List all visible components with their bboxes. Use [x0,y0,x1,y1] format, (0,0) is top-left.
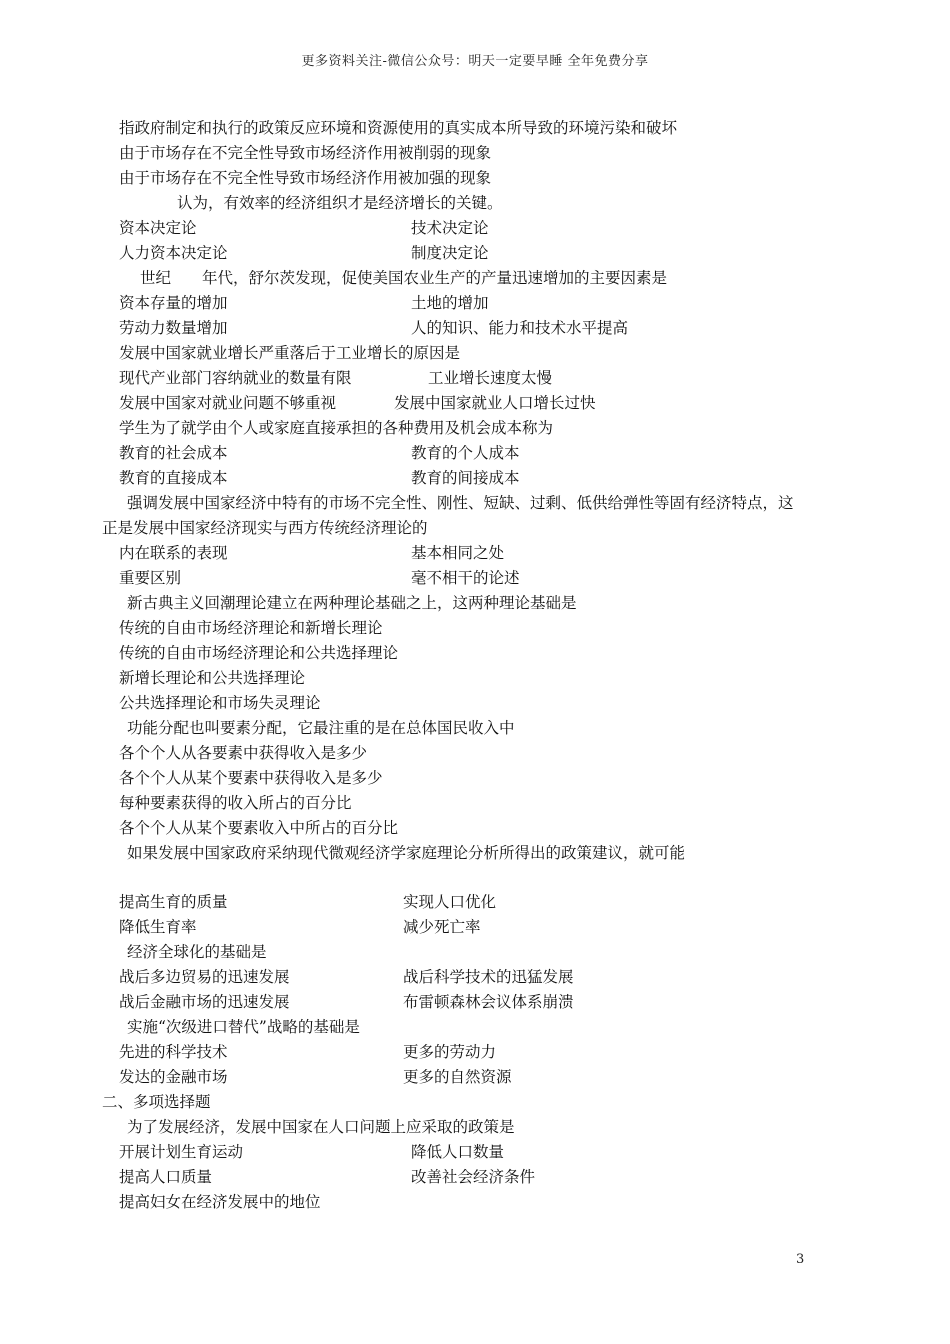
option-text: 人力资本决定论 [119,244,228,262]
option-text: 重要区别 [119,569,182,587]
question-text: 新古典主义回潮理论建立在两种理论基础之上，这两种理论基础是 [127,594,577,612]
option-text: 资本决定论 [119,219,197,237]
option-text: 更多的自然资源 [403,1068,512,1086]
option-text: 传统的自由市场经济理论和公共选择理论 [119,644,399,662]
text-line: 认为，有效率的经济组织才是经济增长的关键。 [177,194,503,212]
option-text: 现代产业部门容纳就业的数量有限 [119,369,352,387]
option-text: 制度决定论 [411,244,489,262]
option-text: 工业增长速度太慢 [428,369,553,387]
option-text: 降低生育率 [119,918,197,936]
page-header: 更多资料关注-微信公众号：明天一定要早睡 全年免费分享 [301,54,649,69]
question-text: 发展中国家就业增长严重落后于工业增长的原因是 [119,344,461,362]
option-text: 教育的个人成本 [411,444,520,462]
question-text: 世纪 年代，舒尔茨发现，促使美国农业生产的产量迅速增加的主要因素是 [140,269,668,287]
question-text: 学生为了就学由个人或家庭直接承担的各种费用及机会成本称为 [119,419,554,437]
option-text: 每种要素获得的收入所占的百分比 [119,794,352,812]
option-text: 传统的自由市场经济理论和新增长理论 [119,619,383,637]
option-text: 战后金融市场的迅速发展 [119,993,290,1011]
option-text: 提高生育的质量 [119,893,228,911]
question-text: 经济全球化的基础是 [127,943,267,961]
option-text: 发展中国家对就业问题不够重视 [119,394,337,412]
option-text: 布雷顿森林会议体系崩溃 [403,993,574,1011]
option-text: 基本相同之处 [411,544,505,562]
option-text: 各个个人从各要素中获得收入是多少 [119,744,368,762]
option-text: 教育的直接成本 [119,469,228,487]
text-line: 由于市场存在不完全性导致市场经济作用被削弱的现象 [119,144,492,162]
option-text: 公共选择理论和市场失灵理论 [119,694,321,712]
option-text: 各个个人从某个要素中获得收入是多少 [119,769,383,787]
text-line: 指政府制定和执行的政策反应环境和资源使用的真实成本所导致的环境污染和破坏 [119,119,678,137]
option-text: 战后多边贸易的迅速发展 [119,968,290,986]
option-text: 先进的科学技术 [119,1043,228,1061]
section-heading: 二、多项选择题 [102,1093,211,1111]
option-text: 内在联系的表现 [119,544,228,562]
option-text: 发展中国家就业人口增长过快 [394,394,596,412]
option-text: 土地的增加 [411,294,489,312]
option-text: 发达的金融市场 [119,1068,228,1086]
option-text: 毫不相干的论述 [411,569,520,587]
option-text: 更多的劳动力 [403,1043,497,1061]
question-text: 功能分配也叫要素分配，它最注重的是在总体国民收入中 [127,719,515,737]
option-text: 人的知识、能力和技术水平提高 [411,319,629,337]
option-text: 劳动力数量增加 [119,319,228,337]
option-text: 提高人口质量 [119,1168,213,1186]
question-text: 为了发展经济，发展中国家在人口问题上应采取的政策是 [127,1118,515,1136]
option-text: 开展计划生育运动 [119,1143,244,1161]
question-text: 正是发展中国家经济现实与西方传统经济理论的 [102,519,428,537]
question-text: 强调发展中国家经济中特有的市场不完全性、刚性、短缺、过剩、低供给弹性等固有经济特点，这 [127,494,794,512]
option-text: 改善社会经济条件 [411,1168,536,1186]
option-text: 教育的社会成本 [119,444,228,462]
page-number: 3 [796,1252,805,1267]
option-text: 实现人口优化 [403,893,497,911]
option-text: 提高妇女在经济发展中的地位 [119,1193,321,1211]
option-text: 战后科学技术的迅猛发展 [403,968,574,986]
option-text: 减少死亡率 [403,918,481,936]
question-text: 如果发展中国家政府采纳现代微观经济学家庭理论分析所得出的政策建议，就可能 [127,844,686,862]
option-text: 降低人口数量 [411,1143,505,1161]
text-line: 由于市场存在不完全性导致市场经济作用被加强的现象 [119,169,492,187]
question-text: 实施“次级进口替代”战略的基础是 [127,1018,360,1036]
option-text: 资本存量的增加 [119,294,228,312]
option-text: 各个个人从某个要素收入中所占的百分比 [119,819,399,837]
option-text: 技术决定论 [411,219,489,237]
option-text: 新增长理论和公共选择理论 [119,669,306,687]
option-text: 教育的间接成本 [411,469,520,487]
